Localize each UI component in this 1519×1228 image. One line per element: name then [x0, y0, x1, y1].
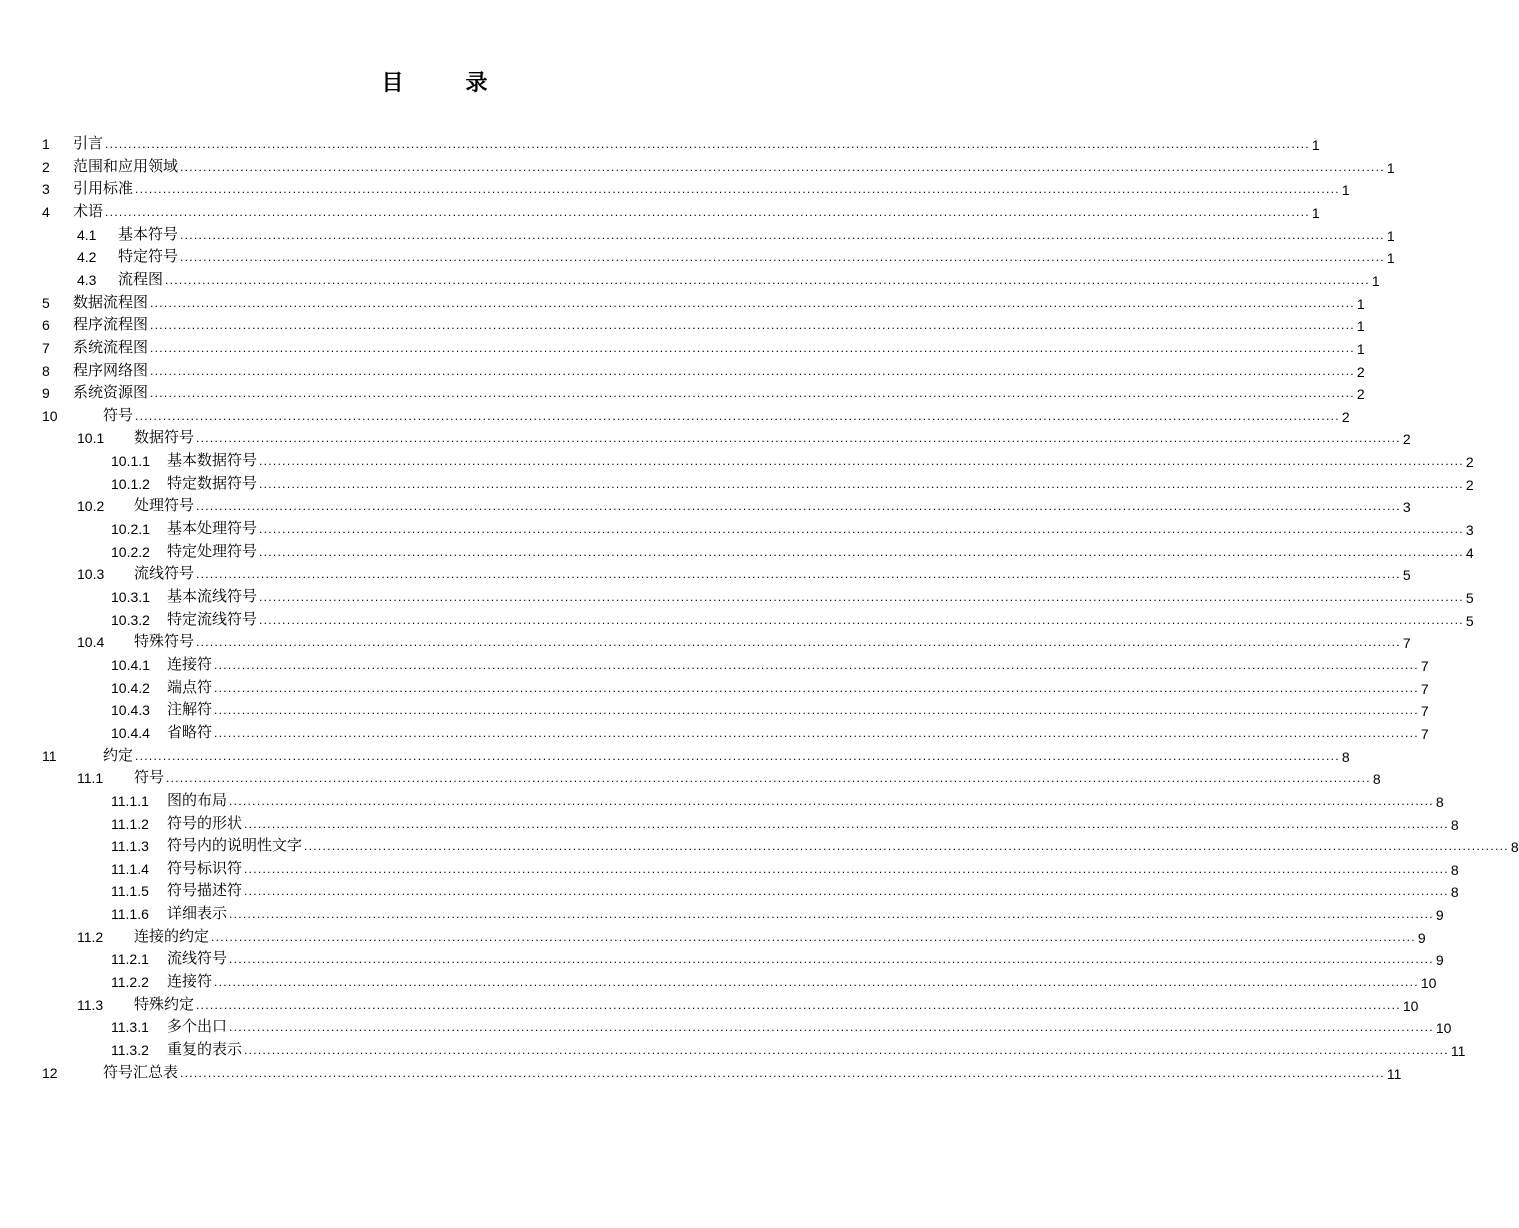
toc-entry-line — [103, 1061, 1402, 1082]
toc-entry[interactable] — [0, 426, 1411, 448]
dot-leader: .................................................................................................................................................................................................................................................................... — [196, 635, 1401, 650]
toc-entry-number: 10.3.1 — [111, 589, 150, 605]
toc-entry[interactable] — [0, 947, 1444, 969]
toc-entry-title: 流线符号 — [167, 949, 228, 968]
toc-entry-line — [167, 947, 1444, 969]
dot-leader: .................................................................................................................................................................................................................................................................... — [259, 476, 1464, 491]
toc-entry-line — [167, 834, 1519, 856]
toc-entry-title: 程序网络图 — [73, 360, 149, 379]
toc-entry-page-number: 5 — [1465, 590, 1474, 606]
toc-entry-page-number: 9 — [1435, 907, 1444, 924]
toc-entry-line — [73, 200, 1320, 221]
toc-entry-line — [167, 812, 1459, 833]
dot-leader: .................................................................................................................................................................................................................................................................... — [150, 386, 1355, 401]
toc-entry-line — [118, 223, 1395, 244]
toc-entry[interactable] — [0, 721, 1429, 743]
toc-entry-title: 特定符号 — [118, 247, 179, 266]
toc-entry-title: 术语 — [73, 201, 104, 220]
toc-entry-number: 10.4.4 — [111, 724, 150, 741]
toc-entry-page-number: 10 — [1420, 975, 1437, 992]
toc-entry-page-number: 1 — [1386, 250, 1395, 267]
toc-entry-number: 11.3.1 — [111, 1019, 149, 1036]
dot-leader: .................................................................................................................................................................................................................................................................... — [259, 522, 1464, 537]
toc-entry[interactable] — [0, 517, 1474, 539]
dot-leader: .................................................................................................................................................................................................................................................................... — [166, 771, 1371, 786]
dot-leader: .................................................................................................................................................................................................................................................................... — [229, 952, 1434, 967]
toc-entry-line — [73, 177, 1350, 199]
toc-entry-page-number: 8 — [1450, 816, 1459, 833]
toc-entry-page-number: 1 — [1356, 340, 1365, 357]
toc-entry-line — [73, 291, 1365, 312]
dot-leader: .................................................................................................................................................................................................................................................................... — [214, 703, 1419, 718]
toc-entry-line — [134, 993, 1419, 1014]
toc-entry-number: 4 — [42, 203, 50, 220]
toc-entry-line — [167, 970, 1437, 992]
dot-leader: .................................................................................................................................................................................................................................................................... — [244, 816, 1449, 831]
toc-entry-page-number: 2 — [1465, 454, 1474, 471]
toc-entry-page-number: 2 — [1356, 386, 1365, 403]
toc-entry-page-number: 10 — [1435, 1020, 1452, 1037]
toc-entry-title: 系统资源图 — [73, 383, 149, 402]
toc-entry-number: 10.4.2 — [111, 679, 150, 696]
dot-leader: .................................................................................................................................................................................................................................................................... — [180, 1065, 1385, 1080]
dot-leader: .................................................................................................................................................................................................................................................................... — [196, 997, 1401, 1012]
toc-entry-page-number: 8 — [1510, 839, 1519, 856]
toc-entry[interactable] — [0, 562, 1411, 584]
dot-leader: .................................................................................................................................................................................................................................................................... — [229, 907, 1434, 922]
toc-entry-number: 10.2 — [77, 498, 105, 515]
toc-entry-title: 特定处理符号 — [167, 541, 258, 560]
dot-leader: .................................................................................................................................................................................................................................................................... — [214, 657, 1419, 672]
toc-entry[interactable] — [0, 359, 1365, 381]
toc-entry-line — [118, 268, 1380, 289]
toc-entry-number: 3 — [42, 181, 50, 198]
dot-leader: .................................................................................................................................................................................................................................................................... — [244, 1043, 1449, 1057]
toc-entry-line — [167, 540, 1474, 561]
dot-leader: .................................................................................................................................................................................................................................................................... — [150, 340, 1355, 355]
toc-entry-title: 引用标准 — [73, 179, 134, 198]
toc-title — [0, 66, 869, 97]
toc-entry[interactable] — [0, 336, 1365, 358]
toc-entry-page-number: 7 — [1420, 657, 1429, 674]
toc-entry[interactable] — [0, 472, 1474, 494]
toc-entry-title: 详细表示 — [167, 904, 228, 923]
toc-entry-number: 11.2.1 — [111, 951, 149, 968]
toc-entry-line — [167, 902, 1444, 924]
toc-entry-number: 11.3 — [77, 996, 104, 1013]
toc-entry-page-number: 8 — [1450, 884, 1459, 901]
dot-leader: .................................................................................................................................................................................................................................................................... — [105, 204, 1310, 219]
toc-entry-title: 注解符 — [167, 700, 213, 719]
toc-entry-page-number: 2 — [1341, 408, 1350, 425]
toc-entry-number: 11.2 — [77, 928, 104, 945]
toc-entry-page-number: 2 — [1465, 476, 1474, 493]
toc-entry-title: 符号标识符 — [167, 858, 243, 877]
toc-entry-number: 10 — [42, 407, 58, 424]
toc-entry[interactable] — [0, 313, 1365, 335]
dot-leader: .................................................................................................................................................................................................................................................................... — [229, 1020, 1434, 1035]
toc-entry-number: 7 — [42, 339, 50, 356]
toc-entry-title: 范围和应用领域 — [73, 156, 179, 175]
toc-entry-page-number: 3 — [1402, 499, 1411, 516]
toc-entry-line — [167, 1015, 1452, 1037]
toc-entry-page-number: 10 — [1402, 997, 1419, 1014]
dot-leader: .................................................................................................................................................................................................................................................................... — [259, 454, 1464, 469]
toc-entry-title: 数据流程图 — [73, 292, 149, 311]
toc-entry-page-number: 7 — [1420, 703, 1429, 720]
toc-entry-number: 11.1.6 — [111, 906, 149, 923]
toc-entry-page-number: 1 — [1356, 295, 1365, 312]
toc-entry-line — [167, 676, 1429, 697]
dot-leader: .................................................................................................................................................................................................................................................................... — [150, 318, 1355, 333]
toc-entry-page-number: 11 — [1450, 1043, 1466, 1059]
toc-entry-title: 符号的形状 — [167, 813, 243, 832]
toc-entry-title: 图的布局 — [167, 790, 228, 809]
toc-entry-page-number: 2 — [1356, 363, 1365, 380]
toc-entry-number: 11.1.5 — [111, 883, 149, 900]
dot-leader: .................................................................................................................................................................................................................................................................... — [244, 861, 1449, 876]
toc-entry-number: 4.2 — [77, 249, 97, 266]
toc-entry-title: 特殊符号 — [134, 632, 195, 651]
toc-entry-number: 10.1 — [77, 430, 105, 447]
toc-entry[interactable] — [0, 879, 1459, 901]
toc-entry-title: 符号内的说明性文字 — [167, 836, 303, 855]
toc-entry-title: 引言 — [73, 134, 104, 152]
toc-entry[interactable] — [0, 834, 1519, 856]
toc-entry-number: 4.1 — [77, 226, 97, 243]
toc-entry-number: 5 — [42, 294, 50, 311]
toc-entry-title: 多个出口 — [167, 1017, 228, 1036]
toc-entry[interactable] — [0, 132, 1320, 154]
dot-leader: .................................................................................................................................................................................................................................................................... — [180, 227, 1385, 242]
toc-entry-line — [73, 313, 1365, 335]
toc-entry-line — [167, 721, 1429, 742]
toc-entry-page-number: 7 — [1420, 725, 1429, 742]
toc-entry-number: 11.1.3 — [111, 838, 149, 855]
toc-entry-page-number: 4 — [1465, 544, 1474, 561]
toc-entry[interactable] — [0, 653, 1429, 675]
toc-title-second-char: 录 — [465, 71, 488, 96]
toc-entry-line — [73, 336, 1365, 357]
toc-entry[interactable] — [0, 268, 1380, 290]
toc-entry-line — [167, 517, 1474, 539]
dot-leader: .................................................................................................................................................................................................................................................................... — [229, 793, 1434, 808]
toc-entry-line — [118, 245, 1395, 267]
toc-entry-page-number: 8 — [1372, 771, 1381, 788]
toc-entry[interactable] — [0, 698, 1429, 720]
toc-entry-page-number: 1 — [1341, 182, 1350, 199]
toc-entry[interactable] — [0, 857, 1459, 879]
toc-entry-line — [167, 608, 1474, 629]
toc-entry-number: 11.2.2 — [111, 974, 149, 991]
toc-entry-number: 10.2.2 — [111, 543, 150, 560]
toc-entry[interactable] — [0, 902, 1444, 924]
dot-leader: .................................................................................................................................................................................................................................................................... — [165, 272, 1370, 287]
toc-entry-line — [167, 585, 1474, 606]
toc-entry[interactable] — [0, 993, 1419, 1015]
toc-entry[interactable] — [0, 494, 1411, 516]
toc-entry-title: 连接符 — [167, 654, 213, 673]
toc-entry-line — [73, 381, 1365, 403]
toc-entry-line — [167, 449, 1474, 471]
toc-entry-line — [167, 472, 1474, 493]
toc-entry-title: 特殊约定 — [134, 994, 195, 1013]
toc-entry[interactable] — [0, 970, 1437, 992]
dot-leader: .................................................................................................................................................................................................................................................................... — [244, 884, 1449, 899]
dot-leader: .................................................................................................................................................................................................................................................................... — [259, 590, 1464, 604]
toc-entry-number: 10.4 — [77, 634, 105, 651]
toc-title-first-char: 目 — [381, 71, 404, 96]
toc-entry-title: 基本处理符号 — [167, 519, 258, 538]
toc-entry-title: 符号 — [103, 405, 134, 424]
toc-entry[interactable] — [0, 1038, 1466, 1060]
dot-leader: .................................................................................................................................................................................................................................................................... — [105, 137, 1310, 151]
toc-entry-title: 重复的表示 — [167, 1040, 243, 1058]
toc-entry[interactable] — [0, 155, 1395, 177]
toc-entry[interactable] — [0, 449, 1474, 471]
dot-leader: .................................................................................................................................................................................................................................................................... — [211, 929, 1416, 944]
toc-entry[interactable] — [0, 608, 1474, 630]
toc-entry-line — [134, 630, 1411, 652]
toc-entry-title: 端点符 — [167, 677, 213, 696]
toc-entry-line — [103, 744, 1350, 765]
toc-entry-title: 基本流线符号 — [167, 587, 258, 605]
toc-entry-title: 程序流程图 — [73, 315, 149, 334]
dot-leader: .................................................................................................................................................................................................................................................................... — [214, 975, 1419, 990]
toc-entry-page-number: 1 — [1386, 227, 1395, 244]
dot-leader: .................................................................................................................................................................................................................................................................... — [150, 363, 1355, 378]
toc-entry-line — [73, 359, 1365, 380]
toc-entry-title: 基本符号 — [118, 224, 179, 243]
toc-entry[interactable] — [0, 381, 1365, 403]
toc-entry-number: 10.1.2 — [111, 475, 150, 492]
toc-entry-number: 10.3.2 — [111, 611, 150, 628]
toc-entry-title: 系统流程图 — [73, 337, 149, 356]
toc-entry-title: 特定数据符号 — [167, 473, 258, 492]
toc-entry-page-number: 9 — [1435, 952, 1444, 969]
toc-entry-number: 10.4.1 — [111, 656, 150, 673]
toc-entry-title: 处理符号 — [134, 496, 195, 515]
toc-entry-line — [167, 698, 1429, 720]
toc-entry-line — [134, 562, 1411, 584]
toc-entry-number: 11.1.4 — [111, 860, 149, 877]
toc-entry-title: 特定流线符号 — [167, 609, 258, 628]
toc-entry-line — [167, 879, 1459, 901]
dot-leader: .................................................................................................................................................................................................................................................................... — [214, 680, 1419, 695]
toc-entry-number: 2 — [42, 158, 50, 175]
toc-entry-number: 8 — [42, 362, 50, 379]
toc-entry-page-number: 2 — [1402, 431, 1411, 448]
toc-entry[interactable] — [0, 812, 1459, 834]
toc-entry-number: 1 — [42, 136, 50, 152]
toc-entry-number: 11.3.2 — [111, 1042, 149, 1058]
toc-entry-page-number: 3 — [1465, 522, 1474, 539]
toc-entry-number: 9 — [42, 385, 50, 402]
toc-entry-title: 约定 — [103, 745, 134, 764]
dot-leader: .................................................................................................................................................................................................................................................................... — [135, 748, 1340, 763]
dot-leader: .................................................................................................................................................................................................................................................................... — [180, 159, 1385, 174]
dot-leader: .................................................................................................................................................................................................................................................................... — [135, 182, 1340, 197]
toc-entry-title: 连接的约定 — [134, 926, 210, 945]
toc-entry-title: 省略符 — [167, 722, 213, 741]
toc-entry-number: 10.1.1 — [111, 453, 150, 470]
dot-leader: .................................................................................................................................................................................................................................................................... — [196, 499, 1401, 514]
dot-leader: .................................................................................................................................................................................................................................................................... — [196, 567, 1401, 582]
toc-entry-page-number: 1 — [1371, 272, 1380, 289]
toc-entry-line — [134, 426, 1411, 448]
toc-entry[interactable] — [0, 744, 1350, 766]
toc-entry[interactable] — [0, 630, 1411, 652]
toc-entry[interactable] — [0, 789, 1444, 811]
toc-entry-page-number: 1 — [1311, 204, 1320, 221]
toc-entry-page-number: 9 — [1417, 929, 1426, 946]
toc-entry[interactable] — [0, 925, 1426, 947]
toc-entry-page-number: 8 — [1341, 748, 1350, 765]
toc-entry[interactable] — [0, 200, 1320, 222]
dot-leader: .................................................................................................................................................................................................................................................................... — [180, 250, 1385, 265]
toc-entry-number: 10.2.1 — [111, 521, 150, 538]
toc-entry-line — [73, 132, 1320, 153]
toc-entry-title: 符号 — [134, 768, 165, 787]
toc-entry-number: 4.3 — [77, 271, 97, 288]
toc-entry-title: 数据符号 — [134, 428, 195, 447]
toc-entry[interactable] — [0, 404, 1350, 426]
dot-leader: .................................................................................................................................................................................................................................................................... — [196, 431, 1401, 446]
toc-entry[interactable] — [0, 291, 1365, 313]
toc-entry-page-number: 5 — [1465, 612, 1474, 629]
toc-entry-number: 11 — [42, 747, 57, 764]
toc-entry-line — [73, 155, 1395, 176]
toc-entry[interactable] — [0, 1015, 1452, 1037]
toc-entry-title: 符号描述符 — [167, 881, 243, 900]
toc-entry-line — [167, 1038, 1466, 1059]
toc-entry-page-number: 1 — [1386, 159, 1395, 176]
toc-entry[interactable] — [0, 223, 1395, 245]
toc-entry[interactable] — [0, 766, 1381, 788]
toc-entry-title: 流线符号 — [134, 564, 195, 583]
toc-entry-line — [134, 766, 1381, 788]
dot-leader: .................................................................................................................................................................................................................................................................... — [150, 295, 1355, 310]
toc-entry-line — [167, 653, 1429, 674]
toc-entry[interactable] — [0, 245, 1395, 267]
dot-leader: .................................................................................................................................................................................................................................................................... — [135, 408, 1340, 423]
toc-entry[interactable] — [0, 177, 1350, 199]
toc-entry-number: 11.1 — [77, 770, 104, 787]
toc-entry-line — [167, 857, 1459, 878]
toc-entry-line — [167, 789, 1444, 810]
dot-leader: .................................................................................................................................................................................................................................................................... — [259, 612, 1464, 627]
toc-entry[interactable] — [0, 585, 1474, 607]
toc-entry-page-number: 7 — [1402, 635, 1411, 652]
toc-entry-page-number: 8 — [1450, 861, 1459, 878]
toc-entry-number: 6 — [42, 317, 50, 334]
toc-entry[interactable] — [0, 676, 1429, 698]
dot-leader: .................................................................................................................................................................................................................................................................... — [259, 544, 1464, 559]
dot-leader: .................................................................................................................................................................................................................................................................... — [214, 725, 1419, 740]
toc-entry-number: 11.1.1 — [111, 792, 149, 809]
toc-entry-title: 流程图 — [118, 269, 164, 288]
toc-entry-line — [134, 494, 1411, 516]
toc-entry[interactable] — [0, 1061, 1402, 1083]
toc-entry-title: 基本数据符号 — [167, 451, 258, 470]
toc-entry-line — [134, 925, 1426, 946]
toc-entry-page-number: 1 — [1356, 318, 1365, 335]
toc-entry-number: 10.3 — [77, 566, 105, 583]
toc-entry-page-number: 7 — [1420, 680, 1429, 697]
toc-entry-number: 10.4.3 — [111, 702, 150, 719]
toc-entry-page-number: 1 — [1311, 137, 1320, 153]
toc-entry-page-number: 5 — [1402, 567, 1411, 584]
toc-entry-number: 11.1.2 — [111, 815, 149, 832]
toc-entry-title: 符号汇总表 — [103, 1062, 179, 1081]
toc-entry-title: 连接符 — [167, 972, 213, 991]
toc-entry-line — [103, 404, 1350, 425]
toc-entry[interactable] — [0, 540, 1474, 562]
toc-entry-page-number: 8 — [1435, 793, 1444, 810]
toc-entry-number: 12 — [42, 1064, 58, 1081]
dot-leader: .................................................................................................................................................................................................................................................................... — [304, 839, 1509, 854]
toc-entry-page-number: 11 — [1386, 1065, 1402, 1082]
